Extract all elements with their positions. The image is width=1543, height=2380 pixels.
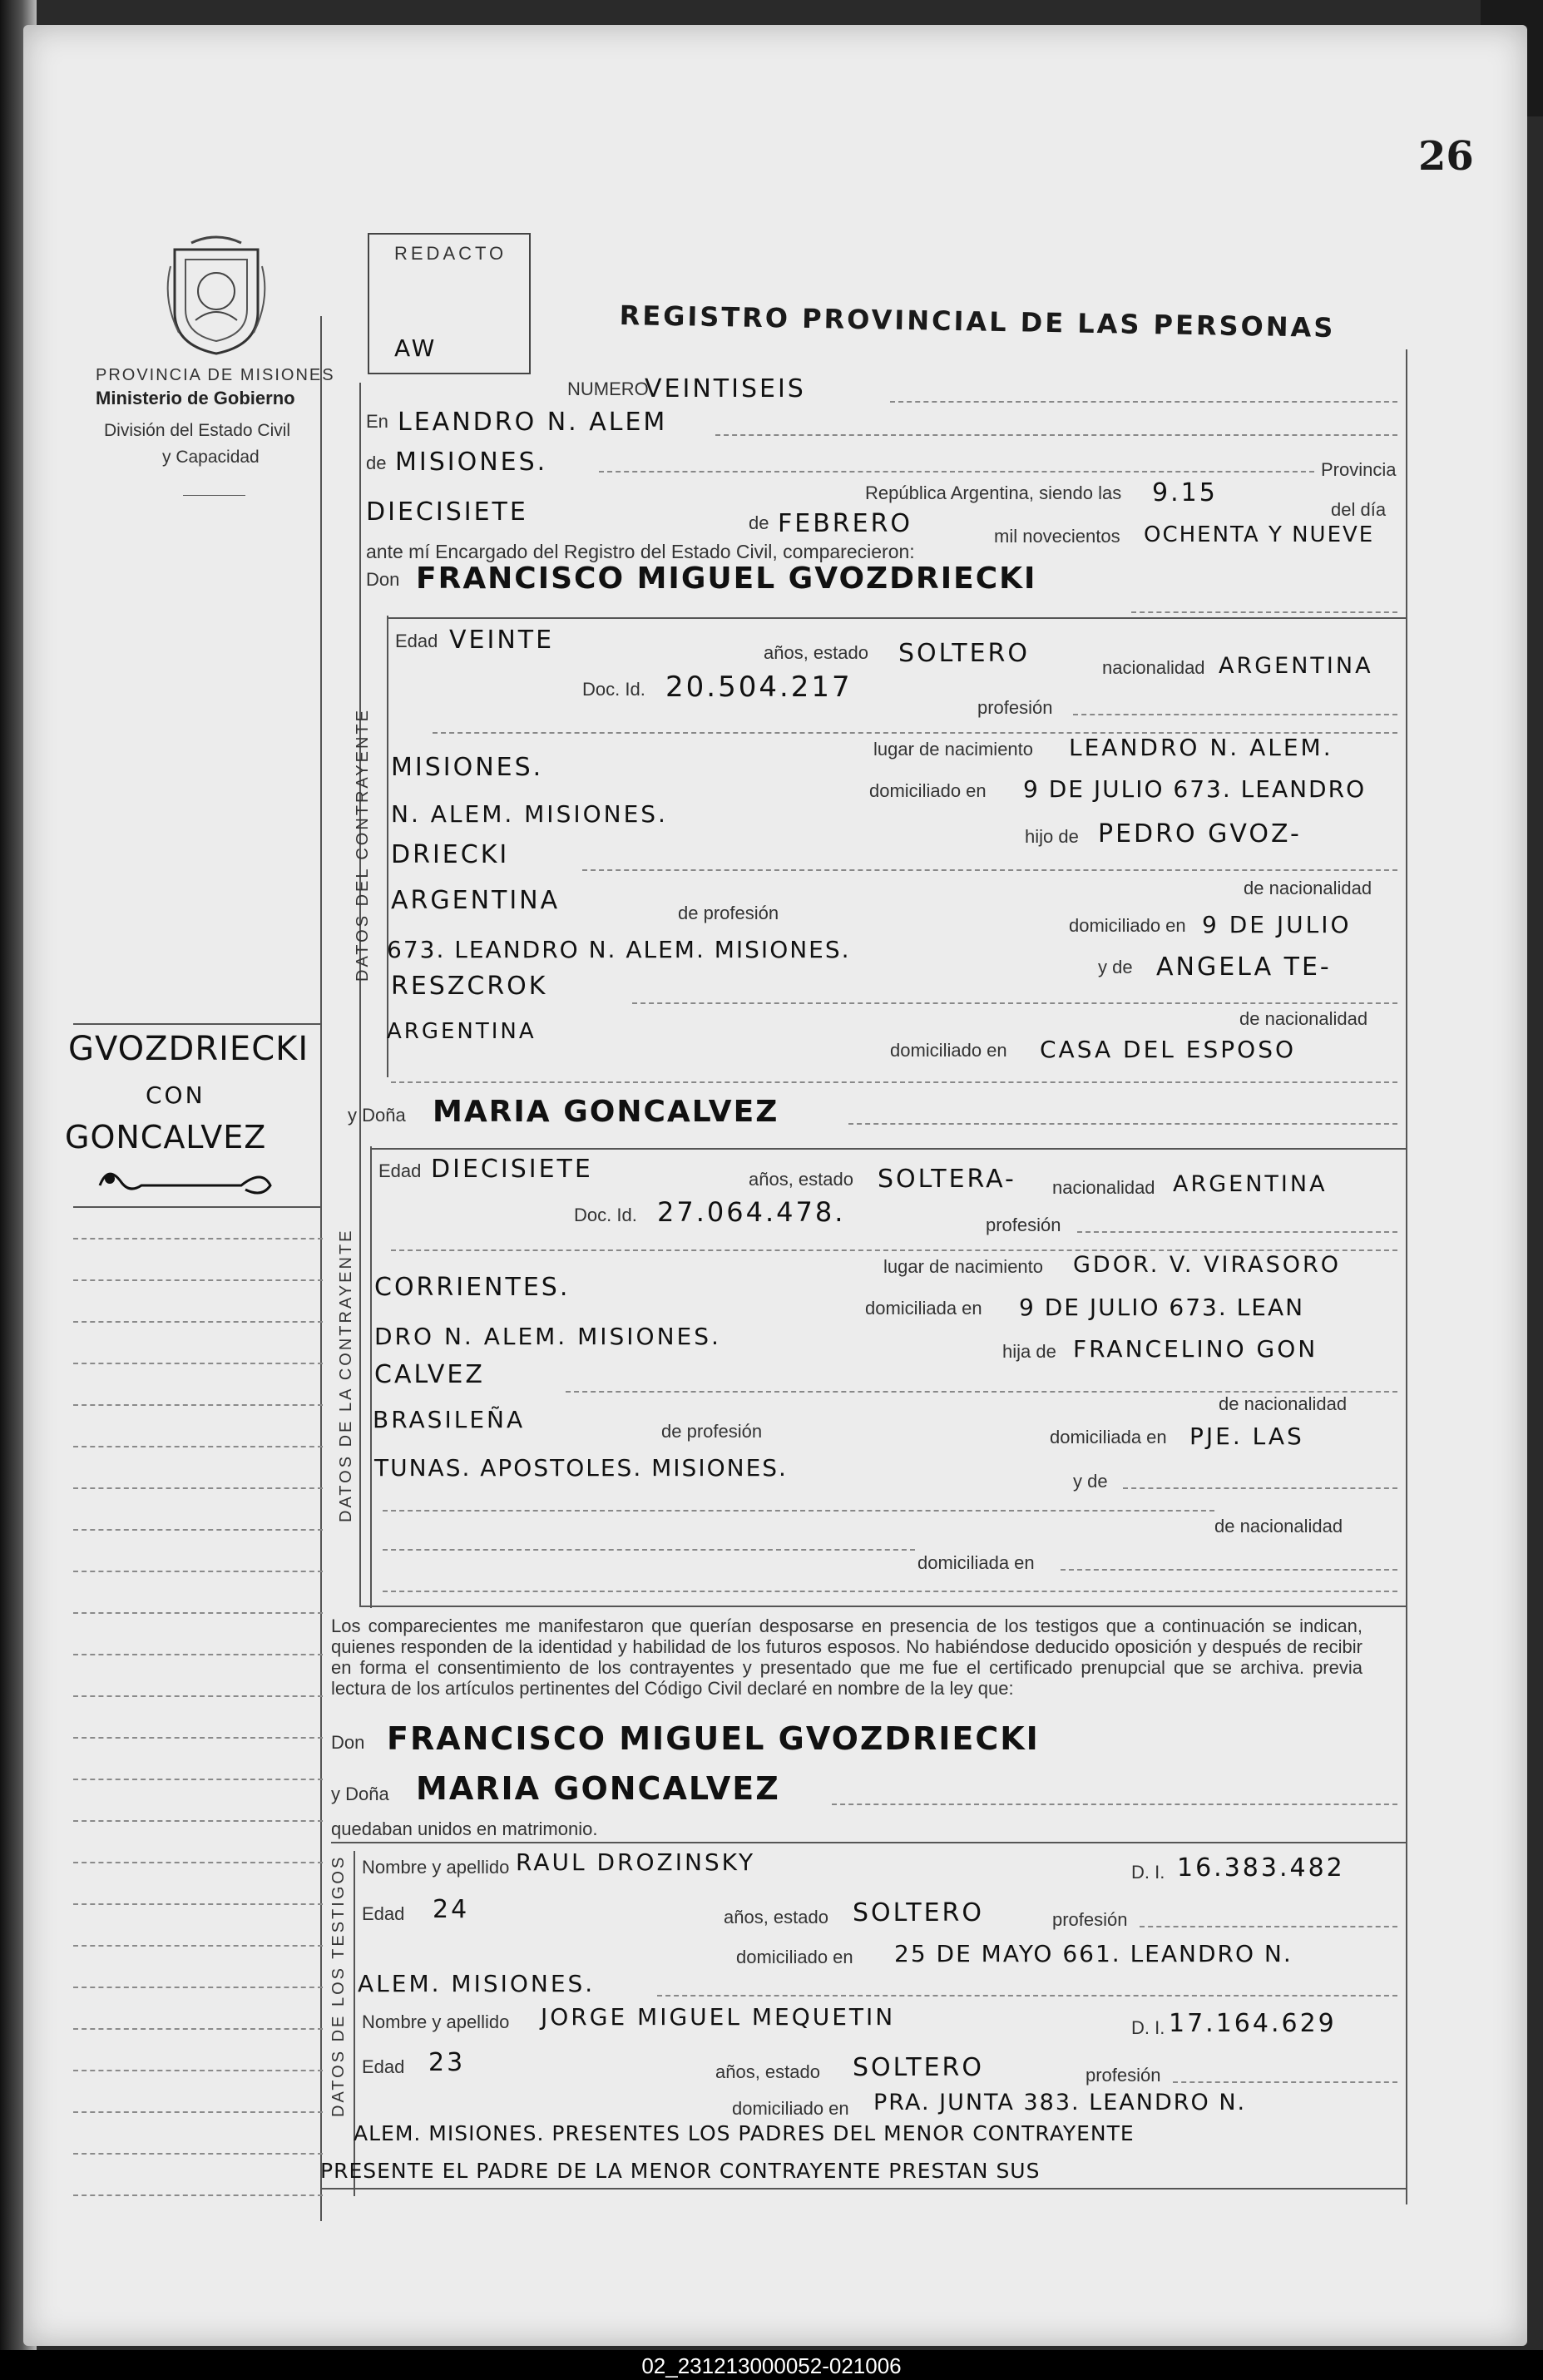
madre-value-1: ANGELA TE-: [1156, 952, 1332, 982]
section-rule: [370, 1146, 372, 1608]
t2-profesion-label: profesión: [1086, 2065, 1161, 2086]
page-number: 26: [1418, 133, 1474, 180]
dona-value: MARIA GONCALVEZ: [433, 1095, 779, 1129]
t2-di-label: D. I.: [1131, 2017, 1165, 2038]
fill-line: [1061, 1569, 1397, 1571]
quedaban-text: quedaban unidos en matrimonio.: [331, 1818, 598, 1839]
padre2-domicilio-1: PJE. LAS: [1189, 1423, 1304, 1450]
fill-line: [383, 1591, 1397, 1592]
lugar-value-1: LEANDRO N. ALEM.: [1069, 734, 1333, 761]
republica-label: República Argentina, siendo las: [865, 482, 1122, 503]
margin-dotted-line: [73, 1321, 323, 1323]
fill-line: [1077, 1231, 1397, 1233]
de-profesion2-label: de profesión: [661, 1421, 763, 1442]
margin-dotted-line: [73, 1529, 323, 1531]
margin-dotted-line: [73, 1404, 323, 1406]
mil-label: mil novecientos: [994, 526, 1120, 547]
t2-edad-label: Edad: [362, 2056, 405, 2077]
t1-di-value: 16.383.482: [1177, 1853, 1345, 1883]
scan-id: 02_231213000052-021006: [641, 2353, 902, 2378]
nacionalidad-value: ARGENTINA: [1219, 653, 1373, 679]
act-right-rule: [1406, 349, 1407, 2204]
act-left-rule: [359, 383, 361, 1606]
section-top-rule: [370, 1148, 1406, 1150]
lugar2-label: lugar de nacimiento: [883, 1256, 1044, 1277]
header-rule: [183, 495, 245, 496]
margin-dotted-line: [73, 1779, 323, 1780]
t1-di-label: D. I.: [1131, 1862, 1165, 1883]
fill-line: [848, 1123, 1397, 1125]
margin-dotted-line: [73, 2111, 323, 2113]
padre2-value-2: CALVEZ: [374, 1360, 485, 1389]
hija-label: hija de: [1002, 1341, 1056, 1362]
profesion2-label: profesión: [986, 1215, 1061, 1235]
fill-line: [599, 471, 1314, 473]
don-label: Don: [366, 569, 400, 590]
scan-footer: [0, 2350, 1543, 2380]
madre-value-2: RESZCROK: [391, 972, 548, 1001]
decl-dona-value: MARIA GONCALVEZ: [416, 1770, 780, 1807]
t2-domicilio-value-1: PRA. JUNTA 383. LEANDRO N.: [873, 2090, 1247, 2115]
section-bottom-rule: [359, 1606, 1406, 1607]
redacto-stamp: [368, 233, 531, 374]
t1-estado-label: años, estado: [724, 1907, 828, 1927]
edad-label: Edad: [395, 631, 438, 651]
t1-edad-value: 24: [433, 1895, 470, 1924]
hijo-label: hijo de: [1025, 826, 1079, 847]
margin-dotted-line: [73, 2153, 323, 2155]
t2-nombre-value: JORGE MIGUEL MEQUETIN: [541, 2003, 896, 2031]
madre-domicilio-label: domiciliado en: [890, 1040, 1007, 1061]
margin-dotted-line: [73, 1987, 323, 1988]
fill-line: [715, 434, 1397, 436]
t1-domicilio-label: domiciliado en: [736, 1947, 853, 1967]
domicilio2-value-2: DRO N. ALEM. MISIONES.: [374, 1323, 721, 1350]
margin-dotted-line: [73, 1363, 323, 1364]
t1-estado-value: SOLTERO: [853, 1898, 984, 1927]
margin-flourish: [91, 1160, 283, 1206]
margin-dotted-line: [73, 1571, 323, 1572]
padre2-value-1: FRANCELINO GON: [1073, 1335, 1318, 1363]
margin-name-bride: GONCALVEZ: [65, 1119, 267, 1155]
margin-dotted-line: [73, 1737, 323, 1739]
anio-value: OCHENTA Y NUEVE: [1144, 522, 1375, 547]
de-profesion-label: de profesión: [678, 903, 779, 923]
edad2-value: DIECISIETE: [431, 1155, 593, 1184]
header-province: PROVINCIA DE MISIONES: [96, 366, 335, 384]
doc-value: 20.504.217: [665, 670, 853, 704]
provincial-seal: [162, 233, 270, 358]
edad-value: VEINTE: [449, 626, 555, 655]
fill-line: [1173, 2081, 1397, 2083]
y-de2-label: y de: [1073, 1471, 1108, 1492]
doc2-value: 27.064.478.: [657, 1196, 846, 1228]
margin-dotted-line: [73, 1612, 323, 1614]
header-division: División del Estado Civil: [104, 421, 291, 440]
mes-value: FEBRERO: [778, 509, 913, 538]
numero-value: VEINTISEIS: [645, 374, 806, 403]
fill-line: [832, 1804, 1397, 1805]
margin-dotted-line: [73, 2194, 323, 2196]
padre2-domicilio-label: domiciliada en: [1050, 1427, 1167, 1447]
nacionalidad2-label: nacionalidad: [1052, 1177, 1155, 1198]
t2-domicilio-value-2: ALEM. MISIONES. PRESENTES LOS PADRES DEL MENOR CONTRAYENTE: [354, 2121, 1135, 2145]
de-nacionalidad2-label: de nacionalidad: [1219, 1393, 1348, 1414]
padre-domicilio-2: 673. LEANDRO N. ALEM. MISIONES.: [387, 936, 851, 963]
margin-dotted-line: [73, 1238, 323, 1239]
fill-line: [1123, 1487, 1397, 1489]
doc-label: Doc. Id.: [582, 679, 645, 700]
document-title: REGISTRO PROVINCIAL DE LAS PERSONAS: [619, 299, 1336, 344]
ante-text: ante mí Encargado del Registro del Estado Civil, comparecieron:: [366, 541, 915, 562]
de-nacionalidad-label: de nacionalidad: [1244, 878, 1372, 898]
margin-dotted-line: [73, 2070, 323, 2071]
t1-edad-label: Edad: [362, 1903, 405, 1924]
declaration-bottom-rule: [331, 1842, 1406, 1843]
de-label: de: [366, 453, 387, 473]
decl-don-value: FRANCISCO MIGUEL GVOZDRIECKI: [387, 1720, 1040, 1757]
declaration-text: Los comparecientes me manifestaron que querían desposarse en presencia de los testigos que a continuación se indican, quienes responden de la identidad y habilidad de los futuros esposos. No habiéndose deducido oposición y después de recibir en forma el consentimiento de los contrayentes y presentado que me fue el certificado prenupcial que se archiva. previa lectura de los artículos pertinentes del Código Civil declaré en nombre de la ley que:: [331, 1616, 1362, 1699]
testigos-bottom-rule: [320, 2188, 1406, 2190]
lugar2-value-1: GDOR. V. VIRASORO: [1073, 1252, 1342, 1278]
t2-di-value: 17.164.629: [1169, 2009, 1337, 2038]
nacionalidad2-value: ARGENTINA: [1173, 1171, 1328, 1197]
provincia-label: Provincia: [1321, 459, 1397, 480]
margin-dotted-line: [73, 1862, 323, 1863]
padre-domicilio-1: 9 DE JULIO: [1202, 911, 1352, 938]
fill-line: [391, 1081, 1397, 1083]
stamp-initials: AW: [394, 334, 438, 362]
side-label-testigos: DATOS DE LOS TESTIGOS: [329, 1854, 348, 2117]
margin-dotted-line: [73, 2028, 323, 2030]
estado2-value: SOLTERA-: [878, 1165, 1016, 1194]
padre-value-1: PEDRO GVOZ-: [1098, 819, 1302, 849]
fill-line: [890, 401, 1397, 403]
fill-line: [1140, 1926, 1397, 1927]
fill-line: [632, 1002, 1397, 1004]
t1-nombre-label: Nombre y apellido: [362, 1857, 510, 1878]
margin-con: CON: [146, 1081, 205, 1109]
profesion-label: profesión: [977, 697, 1053, 718]
fill-line: [383, 1510, 1214, 1512]
del-dia-label: del día: [1331, 499, 1387, 520]
madre-domicilio: CASA DEL ESPOSO: [1040, 1036, 1297, 1063]
t2-estado-value: SOLTERO: [853, 2053, 984, 2082]
lugar-value-2: MISIONES.: [391, 753, 544, 782]
margin-name-groom: GVOZDRIECKI: [68, 1030, 309, 1068]
fill-line: [391, 1249, 1397, 1251]
padre-nacionalidad: ARGENTINA: [391, 886, 561, 915]
margin-dotted-line: [73, 1446, 323, 1447]
margin-dotted-line: [73, 1654, 323, 1655]
section-rule: [387, 616, 388, 1077]
margin-dotted-line: [73, 1487, 323, 1489]
header-capacity: y Capacidad: [162, 448, 260, 467]
don-value: FRANCISCO MIGUEL GVOZDRIECKI: [416, 562, 1037, 596]
domicilio-value-1: 9 DE JULIO 673. LEANDRO: [1023, 775, 1367, 803]
margin-dotted-line: [73, 1695, 323, 1697]
stamp-label: REDACTO: [394, 243, 507, 264]
de-mes-label: de: [749, 512, 769, 533]
t2-estado-label: años, estado: [715, 2061, 820, 2082]
margin-dotted-line: [73, 1279, 323, 1281]
dom2b-label: domiciliada en: [917, 1552, 1035, 1573]
lugar2-value-2: CORRIENTES.: [374, 1273, 571, 1302]
decl-don-label: Don: [331, 1732, 365, 1753]
decl-dona-label: y Doña: [331, 1784, 389, 1804]
estado2-label: años, estado: [749, 1169, 853, 1190]
nacionalidad-label: nacionalidad: [1102, 657, 1205, 678]
fill-line: [1073, 714, 1397, 715]
de-value: MISIONES.: [395, 448, 548, 477]
padre-domicilio-label: domiciliado en: [1069, 915, 1186, 936]
t1-profesion-label: profesión: [1052, 1909, 1128, 1930]
t1-domicilio-value-2: ALEM. MISIONES.: [358, 1970, 596, 1997]
padre2-domicilio-2: TUNAS. APOSTOLES. MISIONES.: [374, 1454, 788, 1482]
fill-line: [582, 869, 1397, 871]
estado-value: SOLTERO: [898, 639, 1030, 668]
section-top-rule: [387, 617, 1406, 619]
t2-domicilio-label: domiciliado en: [732, 2098, 849, 2119]
fill-line: [383, 1549, 915, 1551]
t1-nombre-value: RAUL DROZINSKY: [516, 1848, 756, 1876]
margin-rule: [320, 316, 322, 2221]
domicilio2-label: domiciliada en: [865, 1298, 982, 1319]
side-label-contrayente: DATOS DEL CONTRAYENTE: [354, 708, 372, 982]
en-value: LEANDRO N. ALEM: [398, 408, 668, 437]
doc2-label: Doc. Id.: [574, 1205, 637, 1225]
fill-line: [657, 1995, 1397, 1997]
hora-value: 9.15: [1152, 478, 1218, 507]
y-de-label: y de: [1098, 957, 1133, 977]
fill-line: [566, 1391, 1397, 1393]
side-label-contrayente-2: DATOS DE LA CONTRAYENTE: [337, 1228, 355, 1522]
estado-label: años, estado: [764, 642, 868, 663]
domicilio-label: domiciliado en: [869, 780, 987, 801]
en-label: En: [366, 411, 388, 432]
margin-bottom-rule: [73, 1206, 320, 1208]
padre2-nacionalidad: BRASILEÑA: [373, 1406, 526, 1433]
margin-dotted-line: [73, 1903, 323, 1905]
margin-top-rule: [73, 1023, 320, 1025]
t2-edad-value: 23: [428, 2048, 466, 2077]
numero-label: NUMERO: [567, 379, 649, 399]
t2-domicilio-value-3: PRESENTE EL PADRE DE LA MENOR CONTRAYENTE PRESTAN SUS: [320, 2159, 1041, 2183]
domicilio2-value-1: 9 DE JULIO 673. LEAN: [1019, 1294, 1305, 1321]
header-ministry: Ministerio de Gobierno: [96, 388, 295, 408]
t2-nombre-label: Nombre y apellido: [362, 2011, 510, 2032]
margin-dotted-line: [73, 1820, 323, 1822]
edad2-label: Edad: [378, 1160, 422, 1181]
de-nacionalidad2b-label: de nacionalidad: [1214, 1516, 1343, 1536]
madre-nacionalidad: ARGENTINA: [387, 1019, 537, 1044]
dia-value: DIECISIETE: [366, 497, 528, 527]
de-nacionalidad-label-2: de nacionalidad: [1239, 1008, 1368, 1029]
domicilio-value-2: N. ALEM. MISIONES.: [391, 800, 668, 828]
fill-line: [1131, 611, 1397, 613]
dona-label: y Doña: [348, 1105, 406, 1126]
t1-domicilio-value-1: 25 DE MAYO 661. LEANDRO N.: [894, 1940, 1293, 1967]
lugar-label: lugar de nacimiento: [873, 739, 1034, 760]
padre-value-2: DRIECKI: [391, 840, 510, 869]
margin-dotted-line: [73, 1945, 323, 1947]
